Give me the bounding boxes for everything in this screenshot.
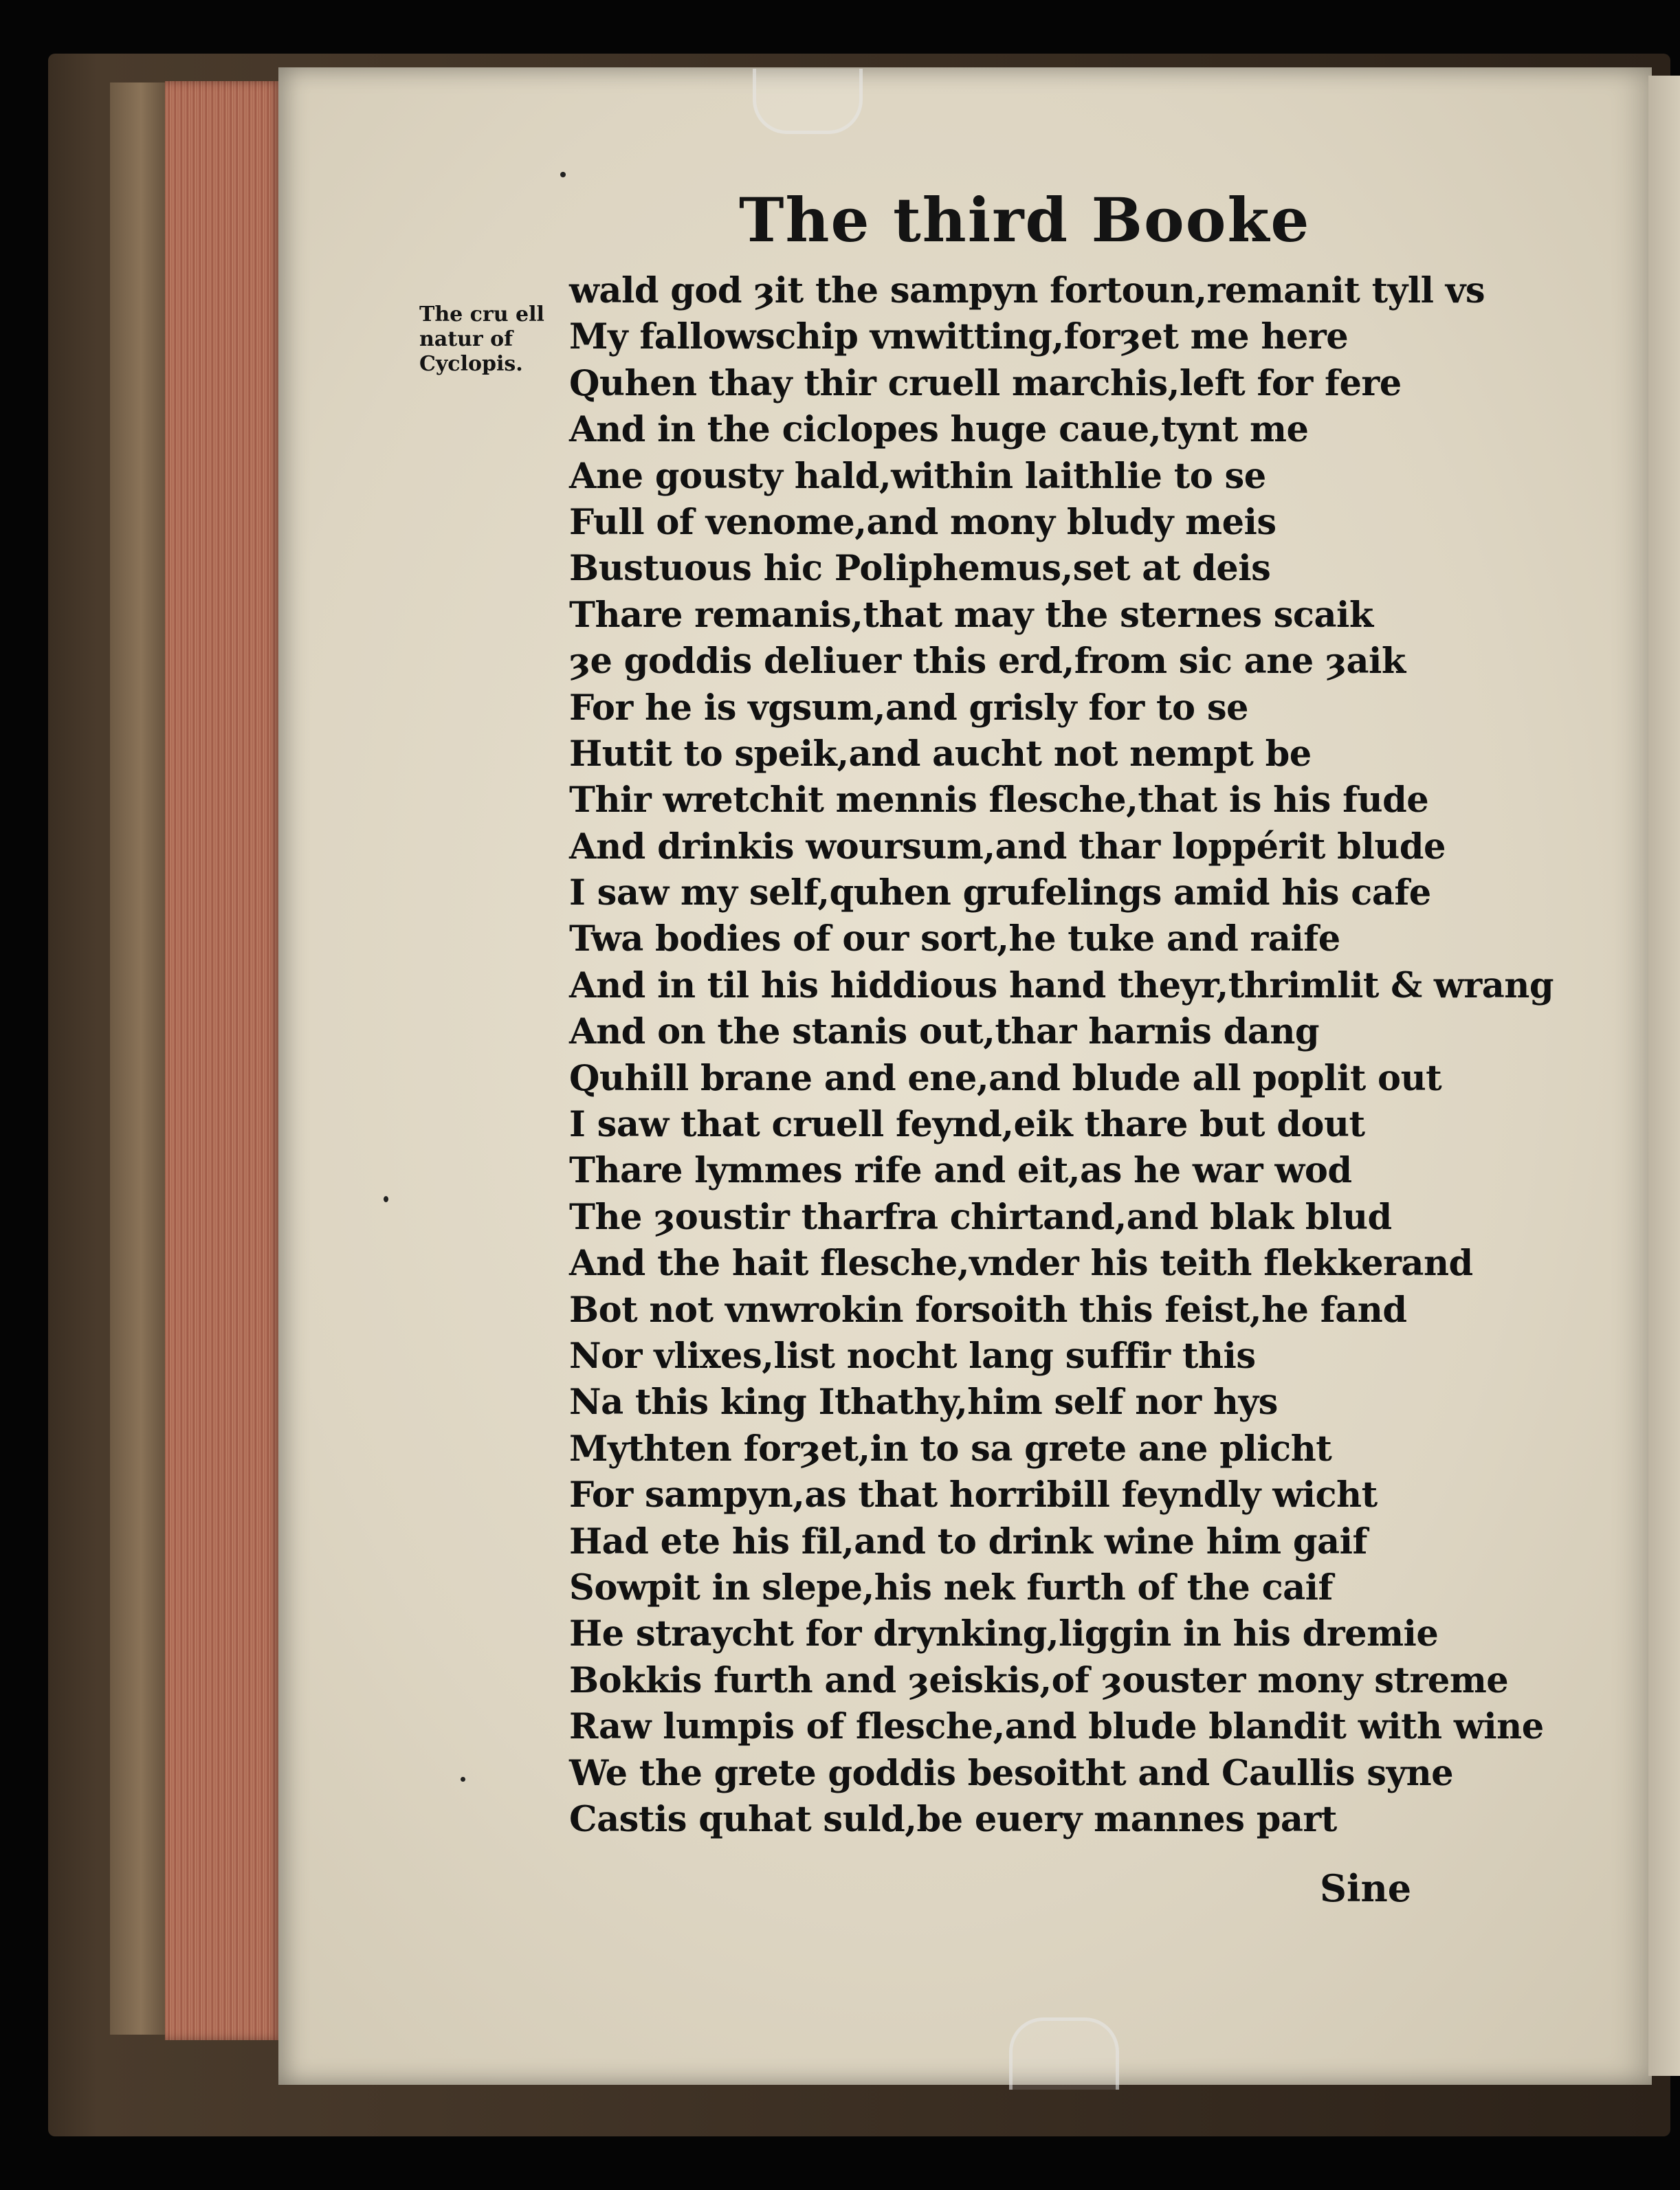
verse-line: Raw lumpis of flesche,and blude blandit with wine [569,1706,1544,1748]
verse-line: My fallowschip vnwitting,forȝet me here [569,316,1349,358]
verse-line: And in til his hiddious hand theyr,thrimlit & wrang [569,964,1554,1006]
verse-line: Full of venome,and mony bludy meis [569,501,1276,543]
left-board [110,82,172,2035]
verse-line: Twa bodies of our sort,he tuke and raife [569,918,1340,960]
verse-line: And on the stanis out,thar harnis dang [569,1011,1320,1053]
bottom-page-clip [1009,2017,1119,2090]
catchword: Sine [1320,1866,1412,1910]
running-head: The third Booke [739,184,1311,256]
verse-line: Castis quhat suld,be euery mannes part [569,1798,1337,1840]
verse-line: Hutit to speik,and aucht not nempt be [569,733,1312,775]
verse-line: Sowpit in slepe,his nek furth of the caif [569,1567,1333,1608]
verse-line: wald god ȝit the sampyn fortoun,remanit tyll vs [569,270,1485,311]
verse-line: And in the ciclopes huge caue,tynt me [569,409,1309,451]
page-edges [165,81,282,2040]
verse-line: Bustuous hic Poliphemus,set at deis [569,548,1271,590]
verse-line: Bokkis furth and ȝeiskis,of ȝouster mony streme [569,1659,1509,1701]
margin-note-line: The cru ell [419,302,544,327]
verse-line: Quhen thay thir cruell marchis,left for fere [569,362,1402,404]
verse-line: And the hait flesche,vnder his teith flekkerand [569,1243,1473,1285]
verse-line: Thare lymmes rife and eit,as he war wod [569,1150,1352,1192]
verse-line: I saw my self,quhen grufelings amid his cafe [569,872,1431,914]
verse-line: For he is vgsum,and grisly for to se [569,687,1248,729]
verse-line: Nor vlixes,list nocht lang suffir this [569,1335,1256,1377]
verse-line: Quhill brane and ene,and blude all poplit out [569,1057,1442,1099]
ink-speck [384,1196,388,1202]
verse-line: For sampyn,as that horribill feyndly wicht [569,1474,1378,1516]
verse-line: He straycht for drynking,liggin in his dremie [569,1613,1439,1655]
verse-line: Thare remanis,that may the sternes scaik [569,594,1373,636]
verse-line: And drinkis woursum,and thar loppérit blude [569,826,1446,867]
verse-line: Had ete his fil,and to drink wine him gaif [569,1520,1367,1562]
verse-line: I saw that cruell feynd,eik thare but dout [569,1104,1365,1146]
margin-note-line: natur of [419,327,513,351]
next-page-edge [1648,76,1680,2076]
verse-line: The ȝoustir tharfra chirtand,and blak blud [569,1196,1392,1238]
verse-text [569,268,1554,1843]
ink-speck [461,1777,465,1782]
verse-line: Na this king Ithathy,him self nor hys [569,1382,1278,1424]
top-page-clip [753,69,863,134]
verse-line: Ane gousty hald,within laithlie to se [569,455,1266,497]
verse-line: Bot not vnwrokin forsoith this feist,he fand [569,1289,1407,1331]
verse-line: ȝe goddis deliuer this erd,from sic ane ȝaik [569,641,1406,683]
margin-note [419,302,567,377]
margin-note-line: Cyclopis. [419,352,523,376]
verse-line: Mythten forȝet,in to sa grete ane plicht [569,1428,1332,1470]
ink-speck [560,172,566,177]
verse-line: We the grete goddis besoitht and Caullis syne [569,1752,1454,1794]
verse-line: Thir wretchit mennis flesche,that is his fude [569,779,1429,821]
